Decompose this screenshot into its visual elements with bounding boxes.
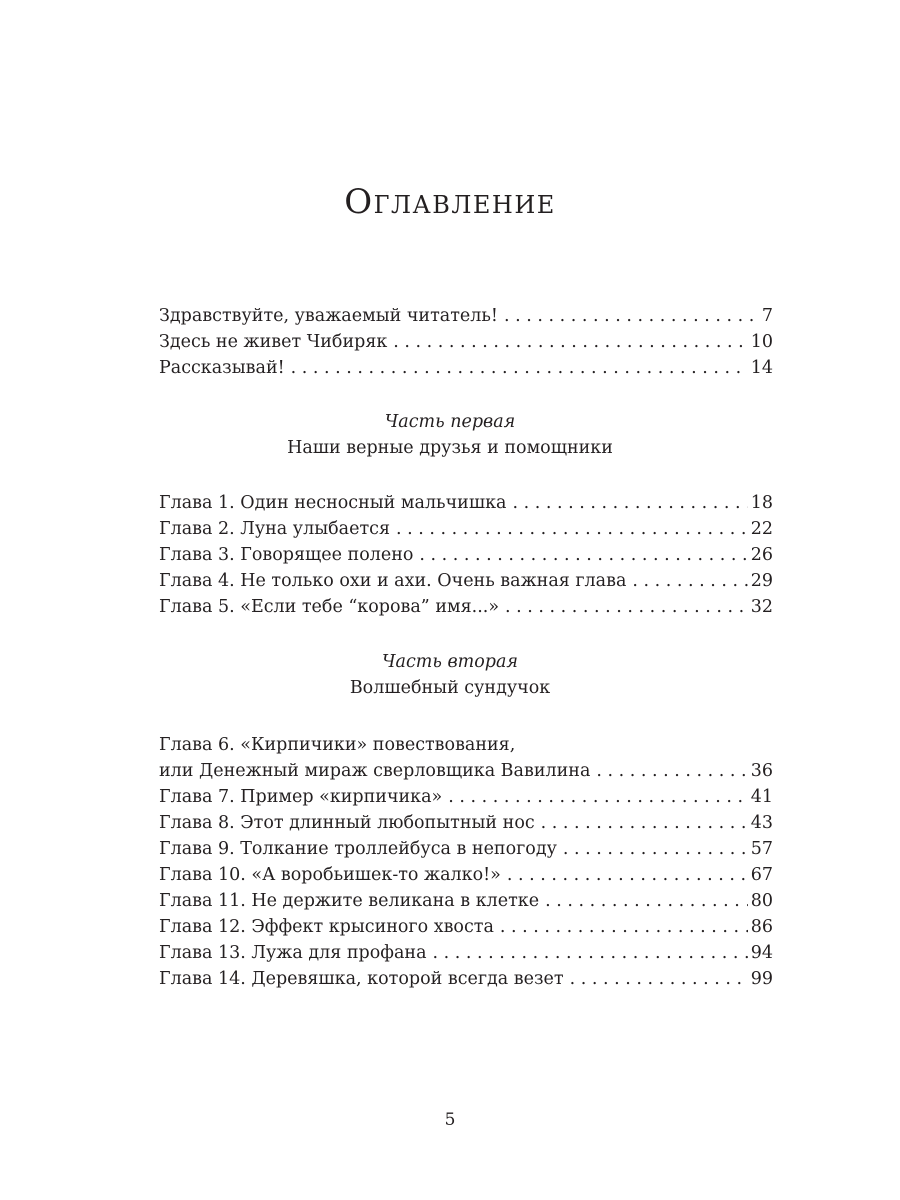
toc-entry-title: Глава 3. Говорящее полено xyxy=(159,545,414,565)
toc-entry-page: 29 xyxy=(750,571,773,591)
toc-entry-page: 10 xyxy=(750,332,773,352)
part-title: Волшебный сундучок xyxy=(349,678,551,698)
toc-entry[interactable] xyxy=(159,836,773,862)
toc-entry-page: 18 xyxy=(750,493,773,513)
toc-entry[interactable] xyxy=(159,940,773,966)
dot-leader xyxy=(504,303,759,329)
toc-part-two-list xyxy=(159,732,773,992)
toc-entry[interactable] xyxy=(159,490,773,516)
dot-leader xyxy=(512,490,747,516)
part-title: Наши верные друзья и помощники xyxy=(287,438,613,458)
toc-entry-page: 26 xyxy=(750,545,773,565)
dot-leader xyxy=(448,784,747,810)
dot-leader xyxy=(500,914,748,940)
page-number: 5 xyxy=(444,1110,456,1130)
toc-entry-title: Глава 14. Деревяшка, которой всегда везет xyxy=(159,969,564,989)
toc-entry-title: Глава 8. Этот длинный любопытный нос xyxy=(159,813,535,833)
toc-entry[interactable] xyxy=(159,355,773,381)
toc-entry-title: Здесь не живет Чибиряк xyxy=(159,332,388,352)
toc-entry-page: 86 xyxy=(750,917,773,937)
part-two-heading xyxy=(0,649,900,701)
toc-entry-page: 67 xyxy=(750,865,773,885)
toc-entry-title: или Денежный мираж сверловщика Вавилина xyxy=(159,761,591,781)
toc-entry[interactable] xyxy=(159,329,773,355)
toc-entry[interactable] xyxy=(159,914,773,940)
dot-leader xyxy=(545,888,748,914)
toc-entry-title: Глава 4. Не только охи и ахи. Очень важная глава xyxy=(159,571,627,591)
dot-leader xyxy=(433,940,748,966)
dot-leader xyxy=(393,329,747,355)
toc-entry-title: Глава 9. Толкание троллейбуса в непогоду xyxy=(159,839,557,859)
toc-entry-page: 41 xyxy=(750,787,773,807)
toc-entry-page: 14 xyxy=(750,358,773,378)
toc-entry-page: 99 xyxy=(750,969,773,989)
dot-leader xyxy=(570,966,748,992)
toc-entry-title: Глава 6. «Кирпичики» повествования, xyxy=(159,735,516,755)
toc-entry-title: Глава 2. Луна улыбается xyxy=(159,519,390,539)
part-one-heading xyxy=(0,409,900,461)
toc-entry-title: Глава 1. Один несносный мальчишка xyxy=(159,493,507,513)
toc-entry-title: Глава 7. Пример «кирпичика» xyxy=(159,787,443,807)
dot-leader xyxy=(507,862,748,888)
toc-entry[interactable] xyxy=(159,888,773,914)
toc-intro-list xyxy=(159,303,773,381)
toc-entry-title: Рассказывай! xyxy=(159,358,285,378)
toc-entry-page: 43 xyxy=(750,813,773,833)
toc-entry[interactable] xyxy=(159,862,773,888)
toc-entry[interactable] xyxy=(159,810,773,836)
toc-entry[interactable] xyxy=(159,303,773,329)
toc-entry-title: Глава 11. Не держите великана в клетке xyxy=(159,891,540,911)
toc-entry-line1[interactable] xyxy=(159,732,773,758)
toc-entry-page: 80 xyxy=(750,891,773,911)
toc-entry[interactable] xyxy=(159,516,773,542)
part-label: Часть вторая xyxy=(382,652,518,672)
toc-entry-page: 32 xyxy=(750,597,773,617)
page-title: Оглавление xyxy=(344,182,556,222)
toc-entry-page: 94 xyxy=(750,943,773,963)
dot-leader xyxy=(632,568,747,594)
toc-entry-title: Глава 12. Эффект крысиного хвоста xyxy=(159,917,494,937)
dot-leader xyxy=(419,542,747,568)
toc-entry[interactable] xyxy=(159,784,773,810)
toc-entry-page: 22 xyxy=(750,519,773,539)
dot-leader xyxy=(563,836,748,862)
toc-entry-title: Здравствуйте, уважаемый читатель! xyxy=(159,306,498,326)
part-label: Часть первая xyxy=(384,412,516,432)
toc-entry-page: 36 xyxy=(750,761,773,781)
toc-entry-title: Глава 10. «А воробьишек-то жалко!» xyxy=(159,865,501,885)
toc-entry-page: 7 xyxy=(761,306,773,326)
dot-leader xyxy=(396,516,748,542)
dot-leader xyxy=(291,355,748,381)
toc-entry-title: Глава 13. Лужа для профана xyxy=(159,943,427,963)
dot-leader xyxy=(596,758,747,784)
toc-entry-title: Глава 5. «Если тебе “корова” имя...» xyxy=(159,597,500,617)
toc-entry[interactable] xyxy=(159,568,773,594)
dot-leader xyxy=(541,810,748,836)
toc-entry[interactable] xyxy=(159,542,773,568)
toc-entry-page: 57 xyxy=(750,839,773,859)
toc-entry[interactable] xyxy=(159,966,773,992)
dot-leader xyxy=(505,594,748,620)
toc-part-one-list xyxy=(159,490,773,620)
toc-entry[interactable] xyxy=(159,594,773,620)
toc-entry[interactable] xyxy=(159,758,773,784)
